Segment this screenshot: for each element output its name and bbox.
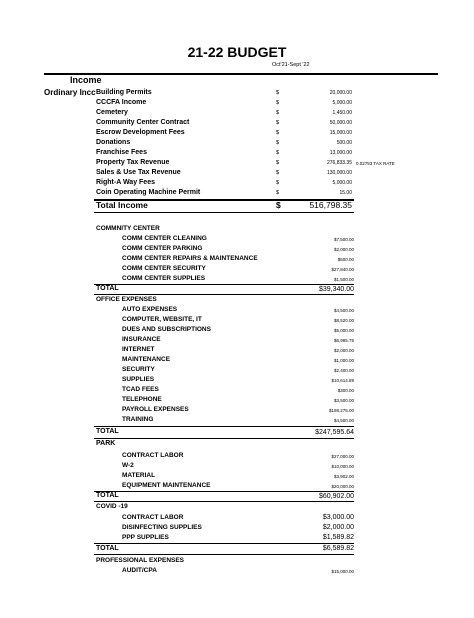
expense-item-label: COMM CENTER SECURITY (122, 265, 206, 272)
office-expenses-total-amount: $247,595.64 (315, 429, 354, 436)
income-item-amount: 15.00 (339, 190, 352, 196)
community-center-total-amount: $39,340.00 (318, 286, 354, 293)
income-item-amount: 5,000.00 (332, 100, 352, 106)
income-heading: Income (70, 75, 102, 85)
expense-item-amount: $500.00 (337, 257, 354, 262)
expense-item-label: COMM CENTER REPAIRS & MAINTENANCE (122, 255, 258, 262)
income-item-amount: 276,833.35 (326, 160, 352, 166)
income-item-amount: 15,000.00 (329, 130, 352, 136)
expense-item-label: COMM CENTER CLEANING (122, 235, 207, 242)
expense-item-label: SUPPLIES (122, 376, 155, 383)
income-item-dollar: $ (276, 180, 280, 186)
expense-item-label: AUTO EXPENSES (122, 306, 178, 313)
income-item-label: Community Center Contract (96, 119, 190, 126)
income-item-amount: 13,000.00 (329, 150, 352, 156)
expense-item-amount: $2,000.00 (333, 247, 354, 252)
section-rule (94, 491, 354, 492)
income-item-label: Cemetery (96, 109, 128, 116)
expense-item-amount: $7,500.00 (333, 237, 354, 242)
expense-item-label: DUES AND SUBSCRIPTIONS (122, 326, 211, 333)
section-rule (94, 438, 354, 439)
expense-item-amount: $10,000.00 (331, 464, 354, 469)
expense-item-label: TRAINING (122, 416, 154, 423)
expense-item-amount: $20,000.00 (331, 484, 354, 489)
expense-item-amount: $4,500.00 (333, 308, 354, 313)
expense-item-label: DISINFECTING SUPPLIES (122, 524, 202, 531)
park-total-amount: $60,902.00 (318, 493, 354, 500)
expense-item-label: TCAD FEES (122, 386, 159, 393)
income-item-dollar: $ (276, 90, 280, 96)
expense-item-label: SECURITY (122, 366, 155, 373)
income-item-dollar: $ (276, 140, 280, 146)
section-rule (94, 294, 354, 295)
expense-item-amount: $4,500.00 (333, 418, 354, 423)
total-income-dollar: $ (276, 200, 281, 210)
expense-item-amount: $198,275.00 (328, 408, 354, 413)
expense-item-amount: $15,000.00 (331, 569, 354, 574)
ordinary-income-label: Ordinary Incc (44, 88, 96, 97)
expense-item-amount: $3,000.00 (322, 514, 354, 521)
section-rule (94, 543, 354, 544)
income-item-dollar: $ (276, 160, 280, 166)
income-item-dollar: $ (276, 120, 280, 126)
income-item-label: Donations (96, 139, 131, 146)
expense-item-label: COMPUTER, WEBSITE, IT (122, 316, 202, 323)
expense-item-amount: $1,500.00 (333, 277, 354, 282)
income-item-amount: 20,000.00 (329, 90, 352, 96)
expense-item-label: MAINTENANCE (122, 356, 171, 363)
park-heading: PARK (96, 440, 116, 447)
income-item-label: Coin Operating Machine Permit (96, 189, 201, 196)
expense-item-label: INSURANCE (122, 336, 161, 343)
section-rule (94, 284, 354, 285)
expense-item-label: EQUIPMENT MAINTENANCE (122, 482, 211, 489)
office-expenses-heading: OFFICE EXPENSES (96, 296, 157, 303)
income-item-amount: 130,000.00 (326, 170, 352, 176)
office-expenses-total-label: TOTAL (96, 428, 119, 435)
expense-item-amount: $27,840.00 (331, 267, 354, 272)
income-item-dollar: $ (276, 110, 280, 116)
section-rule (94, 501, 354, 502)
income-item-amount: 50,000.00 (329, 120, 352, 126)
total-income-bottom-rule (94, 212, 354, 213)
expense-item-amount: $6,985.75 (333, 338, 354, 343)
expense-item-label: CONTRACT LABOR (122, 452, 184, 459)
income-item-dollar: $ (276, 100, 280, 106)
expense-item-label: PPP SUPPLIES (122, 534, 169, 541)
income-item-amount: 500.00 (336, 140, 352, 146)
income-item-label: Property Tax Revenue (96, 159, 170, 166)
expense-item-amount: $3,500.00 (333, 398, 354, 403)
professional-expenses-heading: PROFESSIONAL EXPENSES (96, 557, 185, 564)
expense-item-amount: $300.00 (337, 388, 354, 393)
expense-item-label: INTERNET (122, 346, 155, 353)
income-item-dollar: $ (276, 150, 280, 156)
tax-rate-note: 0.02753 TAX RATE (356, 161, 395, 166)
income-item-dollar: $ (276, 170, 280, 176)
expense-item-label: CONTRACT LABOR (122, 514, 184, 521)
expense-item-label: AUDIT/CPA (122, 567, 157, 574)
budget-period: Oct'21-Sept '22 (272, 62, 310, 68)
expense-item-label: TELEPHONE (122, 396, 162, 403)
income-item-label: Escrow Development Fees (96, 129, 185, 136)
income-item-label: Building Permits (96, 89, 152, 96)
expense-item-label: COMM CENTER PARKING (122, 245, 203, 252)
page-title: 21-22 BUDGET (187, 44, 287, 60)
expense-item-amount: $2,400.00 (333, 368, 354, 373)
community-center-heading: COMMNITY CENTER (96, 225, 160, 232)
covid-total-amount: $6,589.82 (322, 545, 354, 552)
covid-total-label: TOTAL (96, 545, 119, 552)
expense-item-amount: $27,000.00 (331, 454, 354, 459)
income-item-label: Right-A Way Fees (96, 179, 155, 186)
total-income-amount: 516,798.35 (309, 200, 352, 210)
expense-item-amount: $1,589.82 (322, 534, 354, 541)
header-divider (44, 73, 438, 75)
section-rule (94, 426, 354, 427)
total-income-label: Total Income (96, 200, 148, 210)
community-center-total-label: TOTAL (96, 285, 119, 292)
covid-heading: COVID -19 (96, 503, 128, 510)
income-item-label: Sales & Use Tax Revenue (96, 169, 181, 176)
park-total-label: TOTAL (96, 492, 119, 499)
expense-item-label: PAYROLL EXPENSES (122, 406, 189, 413)
expense-item-amount: $8,520.00 (333, 318, 354, 323)
expense-item-amount: $5,000.00 (333, 328, 354, 333)
expense-item-label: W-2 (122, 462, 134, 469)
income-item-amount: 5,000.00 (332, 180, 352, 186)
expense-item-label: COMM CENTER SUPPLIES (122, 275, 206, 282)
expense-item-amount: $3,902.00 (333, 474, 354, 479)
income-item-label: CCCFA Income (96, 99, 147, 106)
expense-item-amount: $2,000.00 (322, 524, 354, 531)
section-rule (94, 554, 354, 555)
expense-item-amount: $2,000.00 (333, 348, 354, 353)
expense-item-label: MATERIAL (122, 472, 156, 479)
income-item-label: Franchise Fees (96, 149, 147, 156)
income-item-dollar: $ (276, 190, 280, 196)
expense-item-amount: $10,614.89 (331, 378, 354, 383)
income-item-amount: 1,450.00 (332, 110, 352, 116)
expense-item-amount: $1,000.00 (333, 358, 354, 363)
income-item-dollar: $ (276, 130, 280, 136)
